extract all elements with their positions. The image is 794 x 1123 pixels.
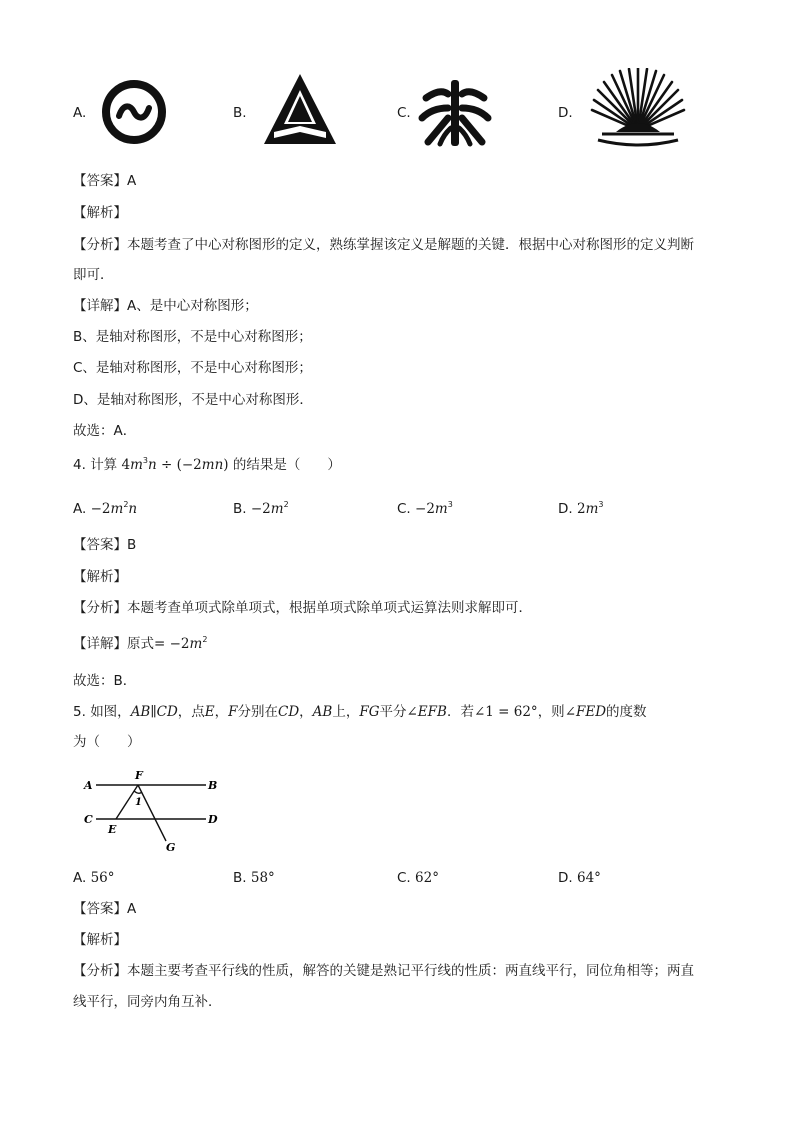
q4-div: ÷ bbox=[160, 457, 173, 473]
q5-option-c[interactable] bbox=[397, 869, 439, 887]
label-g: G bbox=[166, 841, 176, 854]
option-label: D. bbox=[558, 501, 573, 517]
q5-parallel: ∥ bbox=[150, 704, 157, 720]
fenxi-text: 本题考查了中心对称图形的定义，熟练掌握该定义是解题的关键．根据中心对称图形的定义判断 bbox=[127, 237, 694, 253]
q5-angle-fed: ∠FED bbox=[564, 704, 607, 720]
q5-text: ， bbox=[214, 704, 229, 720]
q5-text: 上， bbox=[332, 704, 360, 720]
q5-cd: CD bbox=[156, 704, 178, 720]
xiangjie-tag: 【详解】 bbox=[73, 298, 127, 314]
option-exp: 3 bbox=[447, 500, 453, 509]
xiangjie-eq: = −2 bbox=[154, 636, 190, 652]
q4-exp: 3 bbox=[142, 456, 148, 465]
q5-text: 如图， bbox=[90, 704, 131, 720]
fenxi-tag: 【分析】 bbox=[73, 963, 127, 979]
answer-value: B bbox=[127, 537, 137, 553]
logo-a-icon bbox=[100, 78, 168, 146]
q5-stem-line2: 为（ ） bbox=[73, 734, 141, 750]
q5-f: F bbox=[228, 704, 238, 720]
q5-angle-efb: ∠EFB bbox=[406, 704, 447, 720]
answer-tag: 【答案】 bbox=[73, 901, 127, 917]
ray-fg bbox=[138, 785, 166, 841]
fenxi-text: 本题主要考查平行线的性质，解答的关键是熟记平行线的性质：两直线平行，同位角相等；两直 bbox=[127, 963, 694, 979]
option-a-label: A. bbox=[73, 105, 87, 121]
q5-ab: AB bbox=[312, 704, 333, 720]
q4-fenxi bbox=[73, 599, 532, 617]
q4-paren: (−2 bbox=[176, 457, 202, 473]
q3-xiangjie-c: C、是轴对称图形，不是中心对称图形； bbox=[73, 360, 312, 376]
option-label: D. bbox=[558, 870, 573, 886]
q4-xiangjie bbox=[73, 635, 207, 653]
q5-stem-line1 bbox=[73, 703, 647, 721]
q5-option-a[interactable] bbox=[73, 869, 115, 887]
answer-tag: 【答案】 bbox=[73, 173, 127, 189]
option-pre: −2 bbox=[415, 501, 435, 517]
label-angle-1: 1 bbox=[135, 797, 142, 808]
option-var: m bbox=[585, 501, 599, 517]
q5-text: 的度数 bbox=[606, 704, 647, 720]
q5-option-b[interactable] bbox=[233, 869, 275, 887]
q5-option-d[interactable] bbox=[558, 869, 601, 887]
q5-answer-line bbox=[73, 900, 136, 918]
option-exp: 3 bbox=[598, 500, 604, 509]
label-f: F bbox=[135, 769, 143, 782]
fenxi-tag: 【分析】 bbox=[73, 600, 127, 616]
q5-e: E bbox=[204, 704, 215, 720]
q4-stem bbox=[73, 456, 341, 474]
q5-number: 5. bbox=[73, 704, 86, 720]
label-d: D bbox=[208, 813, 218, 826]
option-label: C. bbox=[397, 501, 411, 517]
q4-close: ) bbox=[223, 457, 229, 473]
q4-option-d[interactable] bbox=[558, 500, 603, 518]
q5-figure bbox=[80, 765, 230, 855]
q5-fenxi-line1 bbox=[73, 962, 694, 980]
q4-tail: 的结果是（ ） bbox=[232, 457, 341, 473]
label-c: C bbox=[84, 813, 93, 826]
q5-fenxi-line2: 线平行，同旁内角互补． bbox=[73, 994, 222, 1010]
xiangjie-tag: 【详解】 bbox=[73, 636, 127, 652]
option-var: m bbox=[270, 501, 284, 517]
q5-text: ， bbox=[299, 704, 313, 720]
q3-xiangjie-a bbox=[73, 297, 258, 315]
fenxi-text: 本题考查单项式除单项式，根据单项式除单项式运算法则求解即可． bbox=[127, 600, 532, 616]
q4-var-mn: mn bbox=[201, 457, 224, 473]
q3-answer-line bbox=[73, 172, 136, 190]
fenxi-tag: 【分析】 bbox=[73, 237, 127, 253]
q3-xiangjie-d: D、是轴对称图形，不是中心对称图形． bbox=[73, 392, 313, 408]
q5-text: 分别在 bbox=[237, 704, 278, 720]
q4-var-n: n bbox=[147, 457, 157, 473]
q3-xiangjie-b: B、是轴对称图形，不是中心对称图形； bbox=[73, 329, 312, 345]
q5-fg: FG bbox=[359, 704, 380, 720]
q5-analysis-title: 【解析】 bbox=[73, 932, 127, 948]
q5-ab: AB bbox=[130, 704, 151, 720]
answer-value: A bbox=[127, 173, 137, 189]
answer-tag: 【答案】 bbox=[73, 537, 127, 553]
q3-fenxi-line1 bbox=[73, 236, 694, 254]
q5-text: ．若 bbox=[446, 704, 474, 720]
option-label: C. bbox=[397, 870, 411, 886]
q4-number: 4. bbox=[73, 457, 86, 473]
option-b-label: B. bbox=[233, 105, 247, 121]
q5-cd: CD bbox=[278, 704, 300, 720]
q4-var-m: m bbox=[130, 457, 143, 473]
option-post: n bbox=[128, 501, 138, 517]
q5-text: ，点 bbox=[177, 704, 205, 720]
option-exp: 2 bbox=[283, 500, 289, 509]
option-pre: −2 bbox=[90, 501, 111, 517]
q3-analysis-title: 【解析】 bbox=[73, 205, 127, 221]
option-var: m bbox=[434, 501, 448, 517]
label-b: B bbox=[208, 779, 218, 792]
option-var: m bbox=[110, 501, 124, 517]
xiangjie-text-a: A、是中心对称图形； bbox=[127, 298, 258, 314]
option-exp: 2 bbox=[123, 500, 129, 509]
q4-option-a[interactable] bbox=[73, 500, 137, 518]
answer-value: A bbox=[127, 901, 137, 917]
xiangjie-pre: 原式 bbox=[127, 636, 154, 652]
option-label: A. bbox=[73, 870, 87, 886]
q3-choice: 故选：A． bbox=[73, 423, 137, 439]
q4-coef: 4 bbox=[121, 457, 131, 473]
option-c-label: C. bbox=[397, 105, 411, 121]
option-pre: −2 bbox=[250, 501, 271, 517]
label-e: E bbox=[108, 823, 117, 836]
q4-choice: 故选：B． bbox=[73, 673, 137, 689]
q3-fenxi-line2: 即可． bbox=[73, 267, 114, 283]
q4-answer-line bbox=[73, 536, 136, 554]
logo-d-icon bbox=[588, 68, 688, 148]
xiangjie-exp: 2 bbox=[202, 635, 208, 644]
option-value: 62° bbox=[415, 870, 439, 886]
q5-text: ，则 bbox=[537, 704, 565, 720]
label-a: A bbox=[84, 779, 93, 792]
option-value: 64° bbox=[576, 870, 601, 886]
q5-text: 平分 bbox=[379, 704, 407, 720]
q5-angle-1: ∠1 = 62° bbox=[473, 704, 538, 720]
option-d-label: D. bbox=[558, 105, 573, 121]
option-value: 58° bbox=[250, 870, 275, 886]
logo-b-icon bbox=[262, 72, 338, 146]
q4-lead: 计算 bbox=[90, 457, 118, 473]
option-label: A. bbox=[73, 501, 87, 517]
option-value: 56° bbox=[90, 870, 115, 886]
option-label: B. bbox=[233, 501, 247, 517]
q4-option-b[interactable] bbox=[233, 500, 289, 518]
option-label: B. bbox=[233, 870, 247, 886]
q4-option-c[interactable] bbox=[397, 500, 453, 518]
q4-analysis-title: 【解析】 bbox=[73, 569, 127, 585]
option-pre: 2 bbox=[576, 501, 586, 517]
xiangjie-var: m bbox=[189, 636, 203, 652]
logo-c-icon bbox=[418, 78, 492, 148]
